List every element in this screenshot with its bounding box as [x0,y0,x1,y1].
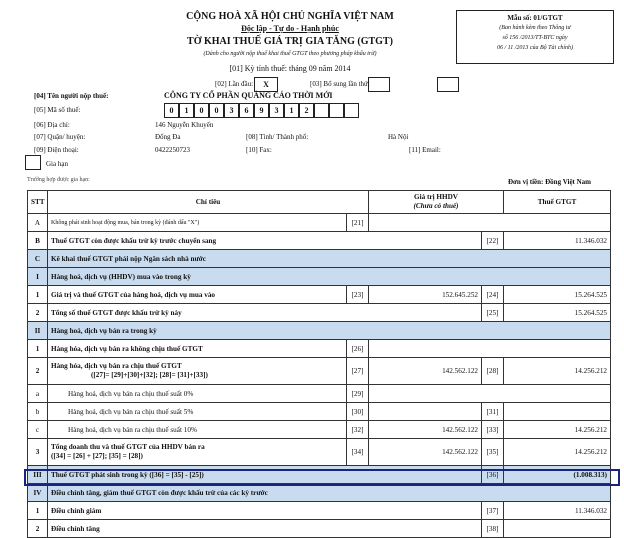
form-code: Mẫu số: 01/GTGT [507,14,563,22]
form-note-3: 06 / 11 /2013 của Bộ Tài chính) [496,45,574,51]
currency-unit: Đơn vị tiền: Đồng Việt Nam [508,178,592,186]
address-label: [06] Địa chỉ: [34,121,70,129]
table-row: 1 Giá trị và thuế GTGT của hàng hoá, dịch vụ mua vào [23] 152.645.252 [24] 15.264.525 [28,286,611,304]
first-time-label: [02] Lần đầu: [215,80,254,88]
district-label: [07] Quận/ huyện: [34,133,86,141]
form-subtitle: (Dành cho người nộp thuế khai thuế GTGT theo phương pháp khấu trừ) [203,51,377,57]
taxcode-digit-box[interactable]: 6 [239,103,254,118]
taxpayer-name: CÔNG TY CỔ PHẦN QUẢNG CÁO THỜI MỚI [164,91,333,100]
taxcode-digit-box[interactable] [344,103,359,118]
table-row: 3 Tổng doanh thu và thuế GTGT của HHDV bán ra ([34] = [26] + [27]; [35] = [28]) [34] 142.562.122 [35] 14.256.212 [28,439,611,466]
district-value: Đống Đa [155,133,181,141]
supplement-input[interactable] [368,77,390,92]
extension-label: Gia hạn [46,160,68,168]
table-header [28,191,611,214]
taxcode-digit-box[interactable]: 0 [194,103,209,118]
taxcode-digit-box[interactable]: 0 [164,103,179,118]
supplement-label: [03] Bổ sung lần thứ: [310,80,370,88]
table-row: A Không phát sinh hoạt động mua, bán trong kỳ (đánh dấu "X") [21] [28,214,611,232]
table-row: 2 Điều chỉnh tăng [38] [28,520,611,538]
table-row: II Hàng hoá, dịch vụ bán ra trong kỳ [28,322,611,340]
taxcode-label: [05] Mã số thuế: [34,106,81,114]
form-code-box [456,10,614,64]
fax-label: [10] Fax: [246,146,272,154]
supplement-extra-box[interactable] [437,77,459,92]
extension-checkbox[interactable] [25,155,41,170]
header-tax: Thuế GTGT [504,191,611,214]
taxcode-digit-box[interactable]: 1 [179,103,194,118]
table-row: C Kê khai thuế GTGT phải nộp Ngân sách nhà nước [28,250,611,268]
taxcode-digit-box[interactable]: 2 [299,103,314,118]
table-row: a Hàng hoá, dịch vụ bán ra chịu thuế suất 0% [29] [28,385,611,403]
taxcode-digit-box[interactable]: 1 [284,103,299,118]
email-label: [11] Email: [409,146,441,154]
taxcode-digit-box[interactable]: 3 [224,103,239,118]
address-value: 146 Nguyễn Khuyến [155,121,214,129]
table-row: III Thuế GTGT phát sinh trong kỳ ([36] = [35] - [25]) [36] (1.008.313) [28,466,611,484]
phone-label: [09] Điện thoại: [34,146,79,154]
taxcode-digit-box[interactable] [329,103,344,118]
form-title: TỜ KHAI THUẾ GIÁ TRỊ GIA TĂNG (GTGT) [187,36,393,47]
phone-value: 0422250723 [155,146,190,154]
table-row: 2 Tổng số thuế GTGT được khấu trừ kỳ này [25] 15.264.525 [28,304,611,322]
province-label: [08] Tỉnh/ Thành phố: [246,133,309,141]
motto: Độc lập - Tự do - Hạnh phúc [241,24,339,33]
header-stt: STT [28,191,48,214]
table-row: c Hàng hoá, dịch vụ bán ra chịu thuế suất 10% [32] 142.562.122 [33] 14.256.212 [28,421,611,439]
first-time-checkbox[interactable]: X [254,77,278,92]
header-item: Chỉ tiêu [48,191,369,214]
country-title: CỘNG HOÀ XÃ HỘI CHỦ NGHĨA VIỆT NAM [186,11,394,22]
province-value: Hà Nội [388,133,409,141]
table-row: B Thuế GTGT còn được khấu trừ kỳ trước chuyển sang [22] 11.346.032 [28,232,611,250]
selection-highlight [24,469,620,486]
form-note-2: số 156 /2013/TT-BTC ngày [502,35,568,41]
table-row: IV Điều chỉnh tăng, giảm thuế GTGT còn được khấu trừ của các kỳ trước [28,484,611,502]
header-value: Giá trị HHDV (Chưa có thuế) [369,191,504,214]
table-row: b Hàng hoá, dịch vụ bán ra chịu thuế suất 5% [30] [31] [28,403,611,421]
table-row: 2 Hàng hóa, dịch vụ bán ra chịu thuế GTGT ([27]= [29]+[30]+[32]; [28]= [31]+[33]) [27] 142.562.122 [28] 14.256.212 [28,358,611,385]
taxcode-digit-box[interactable]: 0 [209,103,224,118]
taxcode-digit-box[interactable]: 3 [269,103,284,118]
tax-period: [01] Kỳ tính thuế: tháng 09 năm 2014 [229,64,351,73]
table-row: 1 Hàng hóa, dịch vụ bán ra không chịu thuế GTGT [26] [28,340,611,358]
form-note-1: (Ban hành kèm theo Thông tư [499,25,571,31]
taxcode-digit-box[interactable]: 9 [254,103,269,118]
taxcode-digit-box[interactable] [314,103,329,118]
table-row: I Hàng hoá, dịch vụ (HHDV) mua vào trong kỳ [28,268,611,286]
extension-case: Trường hợp được gia hạn: [27,177,90,183]
table-row-selected[interactable]: 1 Điều chỉnh giảm [37] 11.346.032 [28,502,611,520]
taxpayer-name-label: [04] Tên người nộp thuế: [34,92,109,100]
